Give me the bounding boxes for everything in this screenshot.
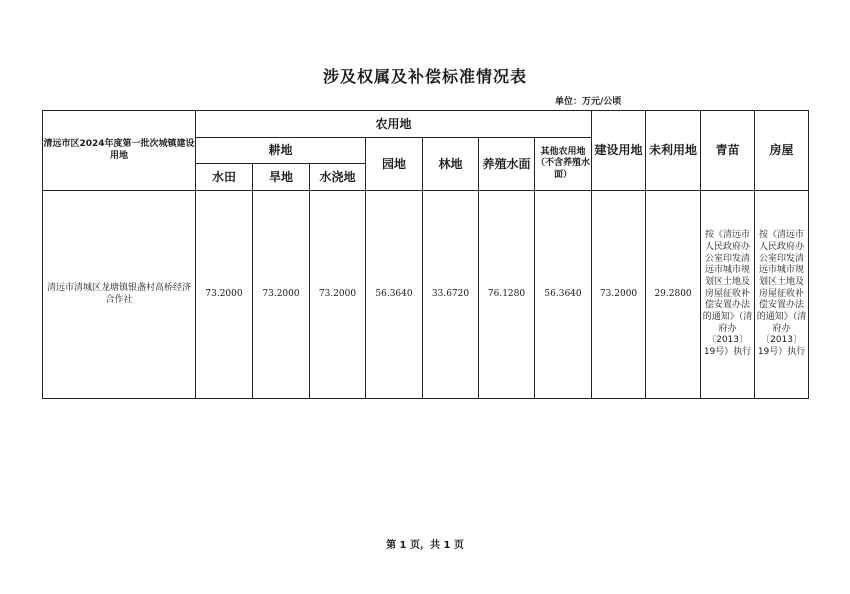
document-title: 涉及权属及补偿标准情况表 [322,67,527,86]
value-forest: 33.6720 [423,191,479,399]
dry-land-header: 旱地 [253,164,310,191]
irrigated-land-header: 水浇地 [310,164,366,191]
cultivated-land-header: 耕地 [196,138,366,164]
seedlings-header: 青苗 [701,111,755,191]
unit-label: 单位：万元/公顷 [555,97,622,107]
table-row [43,191,809,399]
construction-land-header: 建设用地 [592,111,646,191]
paddy-field-header: 水田 [196,164,253,191]
corner-header: 清远市区2024年度第一批次城镇建设用地 [43,111,196,191]
value-unused: 29.2800 [646,191,701,399]
value-aquaculture: 76.1280 [479,191,535,399]
value-paddy: 73.2000 [196,191,253,399]
housing-header: 房屋 [755,111,809,191]
garden-land-header: 园地 [366,138,423,191]
aquaculture-header: 养殖水面 [479,138,535,191]
compensation-table [42,110,809,399]
value-dry: 73.2000 [253,191,310,399]
agricultural-land-header: 农用地 [196,111,592,138]
forest-land-header: 林地 [423,138,479,191]
other-agri-header: 其他农用地（不含养殖水面） [535,138,592,191]
value-garden: 56.3640 [366,191,423,399]
value-irrigated: 73.2000 [310,191,366,399]
value-construction: 73.2000 [592,191,646,399]
note-housing: 按《清远市人民政府办公室印发清远市城市规划区土地及房屋征收补偿安置办法的通知》（清府办〔2013〕19号）执行 [755,191,809,399]
value-other-agri: 56.3640 [535,191,592,399]
cooperative-name: 清远市清城区龙塘镇银盏村高桥经济合作社 [43,191,196,399]
note-seedlings: 按《清远市人民政府办公室印发清远市城市规划区土地及房屋征收补偿安置办法的通知》（清府办〔2013〕19号）执行 [701,191,755,399]
unused-land-header: 未利用地 [646,111,701,191]
page-footer: 第 1 页，共 1 页 [386,540,464,551]
